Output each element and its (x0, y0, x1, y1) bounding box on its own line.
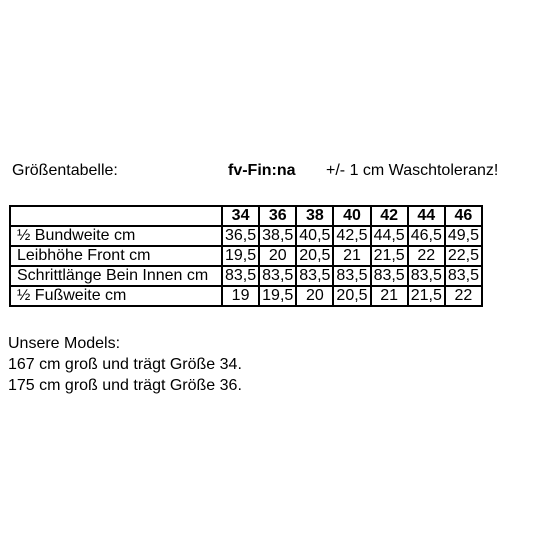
size-table (9, 205, 483, 307)
size-header: 40 (333, 206, 370, 226)
table-cell: 83,5 (333, 266, 370, 286)
table-cell: 49,5 (445, 226, 482, 246)
table-cell: 21 (371, 286, 408, 306)
table-cell: 22,5 (445, 246, 482, 266)
row-label: Leibhöhe Front cm (10, 246, 222, 266)
table-cell: 20 (296, 286, 333, 306)
table-cell: 21,5 (408, 286, 445, 306)
table-cell: 36,5 (222, 226, 259, 246)
table-cell: 20 (259, 246, 296, 266)
table-cell: 22 (408, 246, 445, 266)
row-label: ½ Bundweite cm (10, 226, 222, 246)
table-cell: 42,5 (333, 226, 370, 246)
table-cell: 19,5 (222, 246, 259, 266)
table-row (10, 226, 482, 246)
table-cell: 21 (333, 246, 370, 266)
table-cell: 83,5 (222, 266, 259, 286)
row-label: Schrittlänge Bein Innen cm (10, 266, 222, 286)
table-cell: 44,5 (371, 226, 408, 246)
table-row (10, 246, 482, 266)
wash-tolerance-note: +/- 1 cm Waschtoleranz! (326, 162, 499, 179)
models-info (8, 333, 242, 396)
table-cell: 83,5 (259, 266, 296, 286)
table-cell: 46,5 (408, 226, 445, 246)
table-cell: 83,5 (371, 266, 408, 286)
brand-name: fv-Fin:na (228, 162, 296, 179)
table-cell: 38,5 (259, 226, 296, 246)
models-title: Unsere Models: (8, 335, 121, 352)
header (12, 162, 542, 184)
table-cell: 83,5 (408, 266, 445, 286)
size-header: 34 (222, 206, 259, 226)
size-chart-title: Größentabelle: (12, 162, 118, 179)
size-header: 46 (445, 206, 482, 226)
table-cell: 19,5 (259, 286, 296, 306)
table-row (10, 286, 482, 306)
table-cell: 83,5 (445, 266, 482, 286)
table-cell: 21,5 (371, 246, 408, 266)
table-cell: 22 (445, 286, 482, 306)
size-header: 44 (408, 206, 445, 226)
size-header: 36 (259, 206, 296, 226)
table-cell: 83,5 (296, 266, 333, 286)
table-cell: 19 (222, 286, 259, 306)
size-header: 38 (296, 206, 333, 226)
size-header-row (10, 206, 482, 226)
row-label: ½ Fußweite cm (10, 286, 222, 306)
table-cell: 20,5 (296, 246, 333, 266)
size-header: 42 (371, 206, 408, 226)
table-row (10, 266, 482, 286)
header-empty-cell (10, 206, 222, 226)
table-cell: 20,5 (333, 286, 370, 306)
model-line: 175 cm groß und trägt Größe 36. (8, 377, 242, 394)
table-cell: 40,5 (296, 226, 333, 246)
model-line: 167 cm groß und trägt Größe 34. (8, 356, 242, 373)
